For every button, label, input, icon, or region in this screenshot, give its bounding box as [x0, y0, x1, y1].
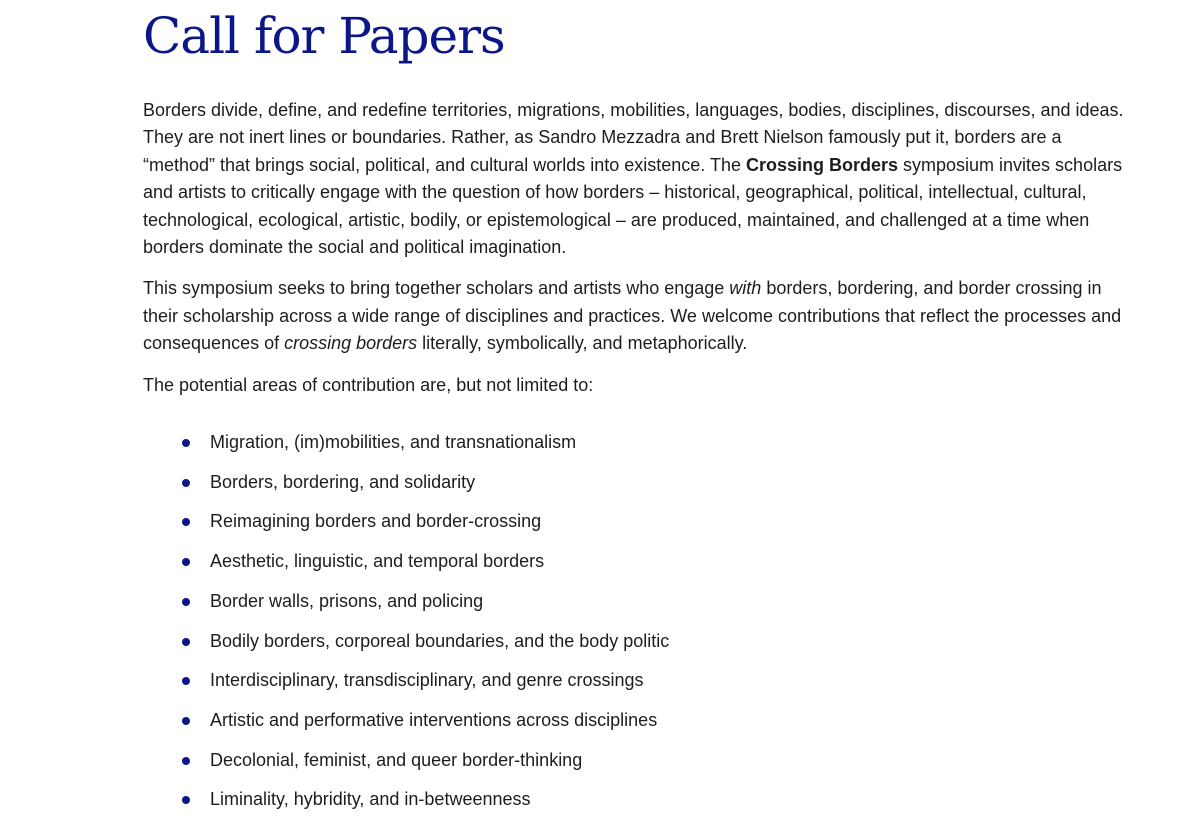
- bullet-dot-icon: [182, 717, 190, 725]
- bullet-dot-icon: [182, 677, 190, 685]
- bullet-dot-icon: [182, 638, 190, 646]
- list-item-label: Borders, bordering, and solidarity: [210, 471, 476, 492]
- list-item: [182, 741, 1133, 781]
- aims-text-b: borders, bordering, and border crossing in their scholarship across a wide range of disciplines and practices. We welcome contributions that reflect the processes and consequences of: [143, 278, 1122, 354]
- list-item-label: Interdisciplinary, transdisciplinary, and genre crossings: [210, 670, 644, 691]
- article-content: [143, 0, 1133, 820]
- aims-emphasis-crossing-borders: crossing borders: [284, 333, 418, 354]
- symposium-name: Crossing Borders: [745, 154, 899, 175]
- bullet-dot-icon: [182, 757, 190, 765]
- bullet-dot-icon: [182, 518, 190, 526]
- list-item: [182, 661, 1133, 701]
- bullet-dot-icon: [182, 796, 190, 804]
- page-title: Call for Papers: [143, 7, 505, 65]
- aims-paragraph: [143, 275, 1133, 357]
- bullet-dot-icon: [182, 439, 190, 447]
- bullet-dot-icon: [182, 558, 190, 566]
- list-item-label: Liminality, hybridity, and in-betweenness: [210, 789, 531, 810]
- list-item-label: Artistic and performative interventions across disciplines: [210, 709, 658, 730]
- aims-text-a: This symposium seeks to bring together scholars and artists who engage: [143, 278, 730, 299]
- list-item: [182, 582, 1133, 622]
- aims-emphasis-with: with: [729, 278, 762, 299]
- list-item: [182, 622, 1133, 662]
- list-item: [182, 502, 1133, 542]
- aims-text-c: literally, symbolically, and metaphorically.: [417, 333, 748, 354]
- list-item: [182, 463, 1133, 503]
- list-item: [182, 701, 1133, 741]
- list-item: [182, 780, 1133, 820]
- list-item-label: Aesthetic, linguistic, and temporal borders: [210, 551, 545, 572]
- intro-paragraph: [143, 97, 1133, 261]
- list-item-label: Reimagining borders and border-crossing: [210, 511, 542, 532]
- list-item-label: Migration, (im)mobilities, and transnationalism: [210, 432, 577, 453]
- intro-text-b: symposium invites scholars and artists to critically engage with the question of how borders – historical, geographical, political, intellectual, cultural, technological, ecological, artistic, bodily, or epistemological – are produced, maintained, and challenged at a time when borders dominate the social and political imagination.: [143, 154, 1123, 258]
- list-item-label: Decolonial, feminist, and queer border-thinking: [210, 749, 583, 770]
- list-item: [182, 423, 1133, 463]
- list-item: [182, 542, 1133, 582]
- bullet-dot-icon: [182, 479, 190, 487]
- bullet-dot-icon: [182, 598, 190, 606]
- list-item-label: Border walls, prisons, and policing: [210, 590, 484, 611]
- topics-list: [182, 423, 1133, 820]
- list-item-label: Bodily borders, corporeal boundaries, and the body politic: [210, 630, 670, 651]
- areas-intro: The potential areas of contribution are, but not limited to:: [143, 374, 594, 395]
- intro-text-a: Borders divide, define, and redefine territories, migrations, mobilities, languages, bodies, disciplines, discourses, and ideas. They are not inert lines or boundaries. Rather, as Sandro Mezzadra and Brett Nielson famously put it, borders are a “method” that brings social, political, and cultural worlds into existence. The: [143, 100, 1124, 175]
